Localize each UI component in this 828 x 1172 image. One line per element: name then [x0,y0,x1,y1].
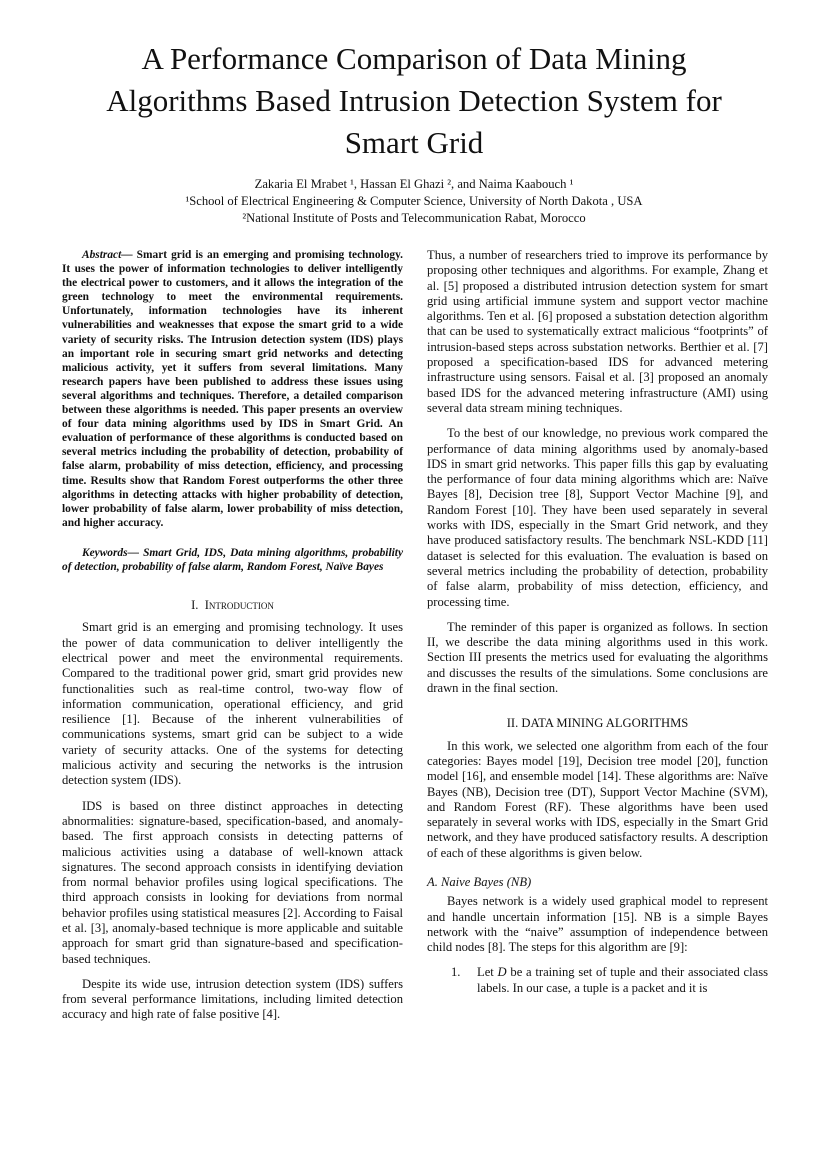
subsection-heading-naive-bayes: A. Naive Bayes (NB) [427,874,532,889]
intro-paragraph-4: Thus, a number of researchers tried to improve its performance by proposing other techniques and algorithms. For example, Zhang et al. [5] proposed a distributed intrusion detection system for smart grid using artificial immune system and support vector machine algorithms. Ten et al. [6] proposed a substation detection algorithm that can be used to systematically extract malicious “footprints” of intrusion-based steps across substation networks. Berthier et al. [7] proposed a specification-based IDS for advanced metering infrastructure using sensors. Faisal et al. [3] proposed an anomaly based IDS for the advanced metering infrastructure (AMI) using several data stream mining techniques. [427,248,768,415]
intro-paragraph-3: Despite its wide use, intrusion detection system (IDS) suffers from several performance limitations, including limited detection accuracy and high rate of false positive [4]. [62,976,403,1022]
affiliation-2: ²National Institute of Posts and Telecommunication Rabat, Morocco [242,211,586,225]
right-column [427,248,768,996]
abstract [62,248,403,530]
list-item-text-pre: Let [477,965,498,980]
left-column [62,248,403,1033]
author-block [60,176,768,227]
title-line-1: A Performance Comparison of Data Mining [141,41,687,76]
algorithms-paragraph-1: In this work, we selected one algorithm from each of the four categories: Bayes model [19], Decision tree model [20], function model [16], and ensemble model [14]. These algorithms are: Naïve Bayes (NB), Decision tree (DT), Support Vector Machine (SVM), and Random Forest (RF). These algorithms have been used separately in several works with IDS, especially in the Smart Grid network, and they have produced satisfactory results. A description of each of these algorithms is given below. [427,738,768,860]
list-item-text-post: be a training set of tuple and their associated class labels. In our case, a tuple is a packet and it is [477,965,768,995]
intro-paragraph-2: IDS is based on three distinct approaches in detecting abnormalities: signature-based, specification-based, and anomaly-based. The first approach consists in detecting patterns of malicious activities using a database of well-known attack signatures. The second approach consists in identifying deviation from normal behavior profiles using logical specifications. The third approach consists in looking for deviations from normal behavior profiles using statistical measures [2]. According to Faisal et al. [3], anomaly-based technique is more applicable and suitable approach for smart grid than signature-based and specification-based techniques. [62,798,403,966]
steps-list [427,965,768,996]
intro-paragraph-1: Smart grid is an emerging and promising technology. It uses the power of data communication to deliver intelligently the electrical power and meet the environmental requirements. Compared to the traditional power grid, smart grid provides new functionalities such as real-time control, two-way flow of information communication, operational efficiency, and grid resilience [1]. Because of the inherent vulnerabilities of communications systems, smart grid can be subject to a wide variety of security attacks. One of the systems for detecting malicious activity and securing the networks is the intrusion detection system (IDS). [62,620,403,788]
section-number: I. [191,598,199,613]
abstract-text: Smart grid is an emerging and promising technology. It uses the power of information technologies to deliver intelligently the electrical power to customers, and it allows the integration of the green technology to meet the environmental requirements. Unfortunately, information technologies have its inherent vulnerabilities and weaknesses that expose the smart grid to a wide variety of security risks. The Intrusion detection system (IDS) plays an important role in securing smart grid networks and detecting malicious activity, yet it suffers from several limitations. Many research papers have been published to address these issues using several algorithms and techniques. Therefore, a detailed comparison between these algorithms is needed. This paper presents an overview of four data mining algorithms used by IDS in Smart Grid. An evaluation of performance of these algorithms is conducted based on several metrics including the probability of detection, probability of false alarm, probability of miss detection, efficiency, and processing time. Results show that Random Forest outperforms the other three algorithms in detecting attacks with higher probability of detection, lower probability of false alarm, lower probability of miss detection, and higher accuracy. [62,249,403,529]
affiliation-1: ¹School of Electrical Engineering & Computer Science, University of North Dakota , USA [185,194,643,208]
keywords-lead: Keywords— [82,546,139,559]
list-item-number: 1. [451,965,461,980]
abstract-lead: Abstract— [82,249,133,261]
section-title: Introduction [204,598,274,613]
author-names: Zakaria El Mrabet ¹, Hassan El Ghazi ², and Naima Kaabouch ¹ [254,177,574,191]
paper-title [60,38,768,164]
keywords [62,546,403,574]
intro-paragraph-6: The reminder of this paper is organized as follows. In section II, we describe the data mining algorithms used in this work. Section III presents the metrics used for evaluating the algorithms and discusses the results of the simulations. Some conclusions are drawn in the final section. [427,619,768,696]
section-heading-data-mining: II. DATA MINING ALGORITHMS [506,716,689,731]
title-line-2: Algorithms Based Intrusion Detection System for [106,83,722,118]
list-item [427,965,768,996]
title-line-3: Smart Grid [344,125,484,160]
keywords-text: Smart Grid, IDS, Data mining algorithms, probability of detection, probability of false alarm, Random Forest, Naïve Bayes [62,546,403,573]
list-item-variable: D [497,965,507,980]
intro-paragraph-5: To the best of our knowledge, no previous work compared the performance of data mining algorithms used by anomaly-based IDS in smart grid networks. This paper fills this gap by evaluating the performance of four data mining algorithms which are: Naïve Bayes [8], Decision tree [8], Support Vector Machine [9], and Random Forest [10]. They have been used separately in several works with IDS, especially in the Smart Grid network, and they have produced satisfactory results. The benchmark NSL-KDD [11] dataset is selected for this evaluation. The evaluation is based on several metrics including the probability of detection, probability of false alarm, probability of miss detection, efficiency, and processing time. [427,426,768,609]
section-heading-introduction [62,598,403,613]
naive-bayes-paragraph: Bayes network is a widely used graphical model to represent and handle uncertain information [15]. NB is a simple Bayes network with the “naive” assumption of independence between child nodes [8]. The steps for this algorithm are [9]: [427,894,768,955]
